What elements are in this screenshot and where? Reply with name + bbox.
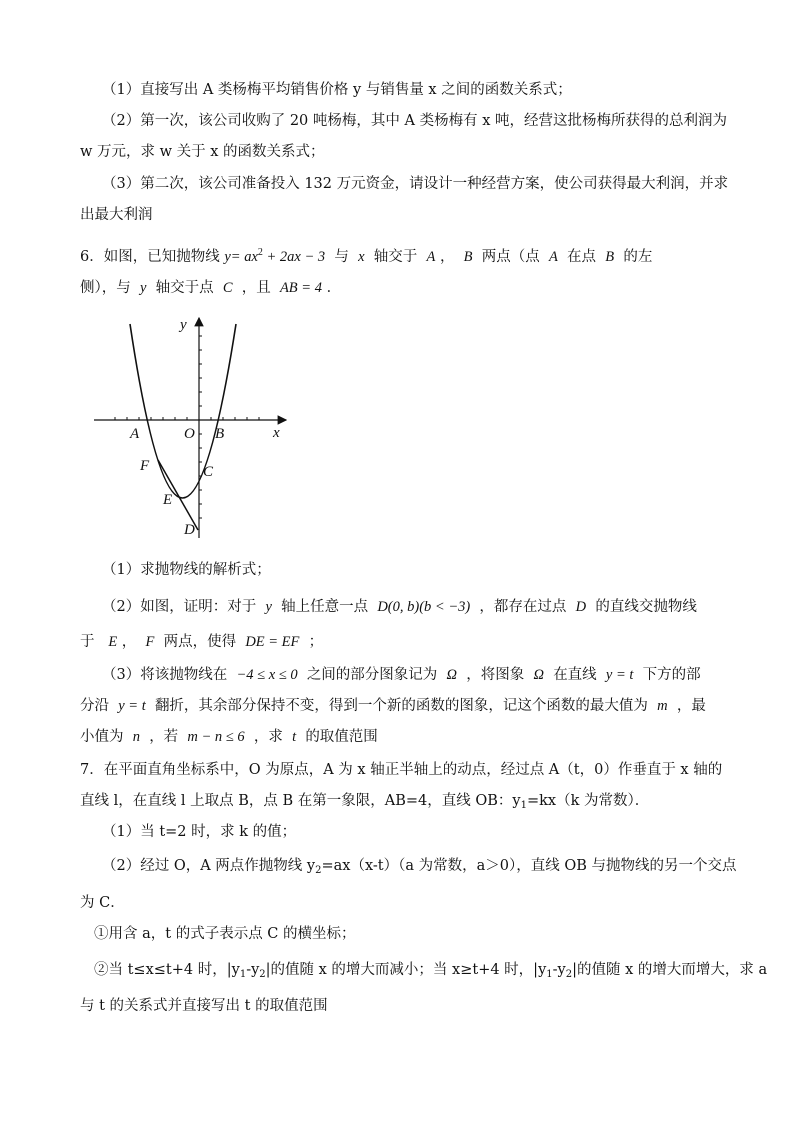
- q6-figure: [90, 312, 295, 544]
- q6-point-D: D(0, b)(b < −3): [377, 599, 471, 615]
- q6-left: 的左: [623, 249, 653, 265]
- q6-part3-line1: （3）将该抛物线在 −4 ≤ x ≤ 0 之间的部分图象记为 Ω ，将图象 Ω 在直线 y = t 下方的部: [102, 667, 701, 683]
- q6-part3-line2: 分沿 y = t 翻折，其余部分保持不变，得到一个新的函数的图象，记这个函数的最大值为 m ，最: [80, 698, 706, 714]
- q6-stem-line1: 6．如图，已知抛物线 $y= ax^2 + 2ax - 3$ 与 x 轴交于 A ， B 两点（点 A 在点 B 的左: [80, 247, 653, 265]
- q5-part2-line2: w 万元，求 w 关于 x 的函数关系式；: [80, 144, 325, 160]
- q6-stem-line2: 侧），与 y 轴交于点 C ，且 AB = 4 ．: [80, 280, 342, 296]
- q6-part2-line2: 于 E ， F 两点，使得 DE = EF ；: [80, 634, 324, 650]
- q6-ab-condition: AB = 4: [279, 280, 322, 296]
- q6-intro: 如图，已知抛物线: [103, 249, 220, 265]
- label-E: E: [163, 492, 173, 508]
- var-x: x: [358, 249, 365, 265]
- q6-part2-line1: （2）如图，证明：对于 y 轴上任意一点 D(0, b)(b < −3) ，都存在过点 D 的直线交抛物线: [102, 599, 697, 615]
- q6-at: 在点: [567, 249, 597, 265]
- q6-with: 与: [334, 249, 349, 265]
- q6-mn: m − n ≤ 6: [187, 729, 245, 745]
- q6-range: −4 ≤ x ≤ 0: [236, 667, 298, 683]
- q6-two-points: 两点（点: [481, 249, 540, 265]
- q6-de-ef: DE = EF: [245, 634, 300, 650]
- q7-sub2-line2: 与 t 的关系式并直接写出 t 的取值范围: [80, 998, 328, 1014]
- var-B: B: [463, 249, 473, 265]
- q5-part3-line2: 出最大利润: [80, 207, 153, 223]
- q6-equation: $y= ax^2 + 2ax - 3$: [224, 247, 326, 265]
- label-C: C: [203, 464, 214, 480]
- q6-part1: （1）求抛物线的解析式；: [102, 562, 271, 578]
- label-A: A: [130, 426, 140, 442]
- q6-number: 6．: [80, 249, 104, 265]
- q7-sub2-line1: ②当 t≤x≤t+4 时，$|y_1-y_2|$的值随 x 的增大而减小；当 x≥t+4 时，$|y_1-y_2|$的值随 x 的增大而增大，求 a: [94, 962, 768, 980]
- q7-part2-line2: 为 C．: [80, 895, 125, 911]
- label-x: x: [273, 425, 280, 441]
- q5-part2-line1: （2）第一次，该公司收购了 20 吨杨梅，其中 A 类杨梅有 x 吨，经营这批杨梅所获得的总利润为: [102, 113, 727, 129]
- q7-part1: （1）当 t=2 时，求 k 的值；: [102, 824, 297, 840]
- label-D: D: [184, 522, 195, 538]
- q7-part2-line1: （2）经过 O，A 两点作抛物线 $y_2=ax(x-t)(a$ 为常数，a＞0），直线 OB 与抛物线的另一个交点: [102, 858, 737, 876]
- q7-stem-line1: 7．在平面直角坐标系中，O 为原点，A 为 x 轴正半轴上的动点，经过点 A（t，0）作垂直于 x 轴的: [80, 762, 723, 778]
- q5-part1: （1）直接写出 A 类杨梅平均销售价格 y 与销售量 x 之间的函数关系式；: [102, 82, 572, 98]
- label-B: B: [215, 426, 225, 442]
- q6-axis-meet: 轴交于: [373, 249, 418, 265]
- label-F: F: [140, 458, 150, 474]
- label-y: y: [180, 317, 187, 333]
- q7-sub1: ①用含 a，t 的式子表示点 C 的横坐标；: [94, 926, 356, 942]
- q7-stem-line2: 直线 l，在直线 l 上取点 B，点 B 在第一象限，AB=4，直线 OB：$y_1=kx(k$ 为常数）．: [80, 793, 650, 811]
- var-A: A: [426, 249, 436, 265]
- label-O: O: [184, 426, 195, 442]
- q6-part3-line3: 小值为 n ，若 m − n ≤ 6 ，求 t 的取值范围: [80, 729, 378, 745]
- q5-part3-line1: （3）第二次，该公司准备投入 132 万元资金，请设计一种经营方案，使公司获得最大利润，并求: [102, 176, 729, 192]
